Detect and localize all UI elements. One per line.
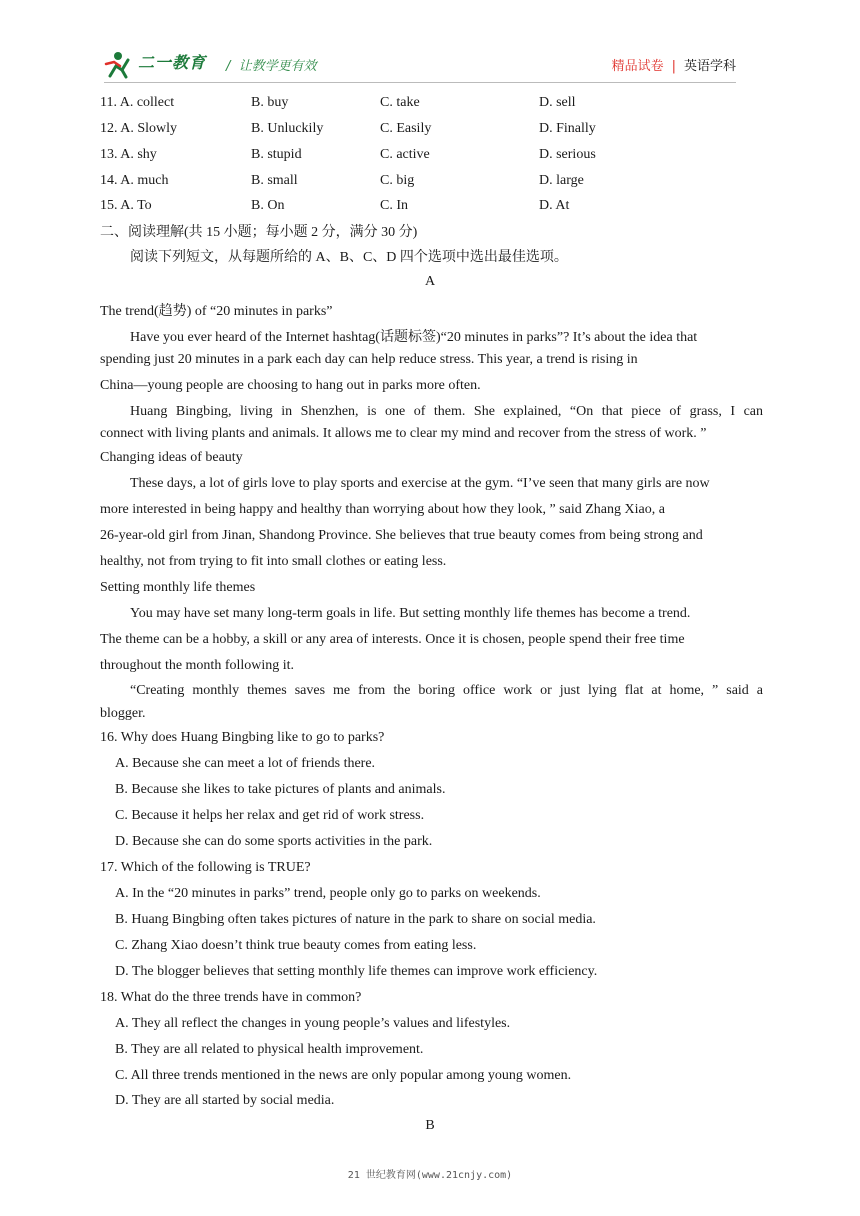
header-right: 精品试卷 | 英语学科 [611, 59, 736, 74]
passage-label: B [425, 1118, 435, 1133]
answer-option: C. All three trends mentioned in the news are only popular among young women. [115, 1068, 572, 1083]
paragraph-line: throughout the month following it. [100, 658, 295, 673]
header-divider [104, 82, 736, 83]
paragraph-line: connect with living plants and animals. It allows me to clear my mind and recover from the stress of work. ” [100, 426, 707, 441]
answer-option: B. Because she likes to take pictures of plants and animals. [115, 782, 446, 797]
answer-option: D. They are all started by social media. [115, 1093, 335, 1108]
paragraph-line: healthy, not from trying to fit into small clothes or eating less. [100, 554, 447, 569]
paragraph-line: Have you ever heard of the Internet hashtag(话题标签)“20 minutes in parks”? It’s about the idea that [130, 330, 698, 345]
header-subject: 英语学科 [683, 59, 736, 74]
option-a: 11. A. collect [100, 95, 175, 110]
page-header [104, 48, 736, 82]
answer-option: B. Huang Bingbing often takes pictures of nature in the park to share on social media. [115, 912, 596, 927]
paragraph-line: spending just 20 minutes in a park each day can help reduce stress. This year, a trend is rising in [100, 352, 638, 367]
paragraph-line: blogger. [100, 706, 146, 721]
logo-text: 二一教育 [138, 53, 207, 72]
option-a: 14. A. much [100, 173, 169, 188]
option-c: C. In [380, 198, 408, 213]
option-c: C. big [380, 173, 415, 188]
option-b: B. stupid [251, 147, 302, 162]
answer-option: D. The blogger believes that setting monthly life themes can improve work efficiency. [115, 964, 598, 979]
paragraph-line: Huang Bingbing, living in Shenzhen, is one of them. She explained, “On that piece of grass, I can [130, 404, 763, 419]
header-badge: 精品试卷 [611, 59, 664, 74]
option-b: B. buy [251, 95, 289, 110]
paragraph-line: “Creating monthly themes saves me from the boring office work or just lying flat at home, ” said a [130, 683, 763, 698]
paragraph-line: You may have set many long-term goals in life. But setting monthly life themes has become a trend. [130, 606, 691, 621]
option-c: C. active [380, 147, 430, 162]
question-stem: 18. What do the three trends have in common? [100, 990, 362, 1005]
paragraph-line: more interested in being happy and healthy than worrying about how they look, ” said Zhang Xiao, a [100, 502, 665, 517]
answer-option: C. Because it helps her relax and get rid of work stress. [115, 808, 425, 823]
option-a: 15. A. To [100, 198, 152, 213]
question-stem: 16. Why does Huang Bingbing like to go to parks? [100, 730, 385, 745]
option-c: C. take [380, 95, 420, 110]
option-d: D. serious [539, 147, 596, 162]
subheading: Changing ideas of beauty [100, 450, 243, 465]
option-d: D. sell [539, 95, 576, 110]
option-d: D. Finally [539, 121, 596, 136]
option-b: B. On [251, 198, 285, 213]
subheading: Setting monthly life themes [100, 580, 256, 595]
option-d: D. large [539, 173, 584, 188]
section-instruction: 阅读下列短文，从每题所给的 A、B、C、D 四个选项中选出最佳选项。 [130, 250, 568, 265]
option-d: D. At [539, 198, 570, 213]
question-stem: 17. Which of the following is TRUE? [100, 860, 311, 875]
section-title: 二、阅读理解(共 15 小题；每小题 2 分，满分 30 分) [100, 225, 418, 240]
option-c: C. Easily [380, 121, 432, 136]
paragraph-line: 26-year-old girl from Jinan, Shandong Province. She believes that true beauty comes from being strong and [100, 528, 703, 543]
passage-label: A [424, 274, 436, 289]
option-a: 12. A. Slowly [100, 121, 178, 136]
paragraph-line: The theme can be a hobby, a skill or any area of interests. Once it is chosen, people spend their free time [100, 632, 685, 647]
passage-title: The trend(趋势) of “20 minutes in parks” [100, 304, 333, 319]
option-b: B. small [251, 173, 298, 188]
answer-option: C. Zhang Xiao doesn’t think true beauty comes from eating less. [115, 938, 477, 953]
paragraph-line: China—young people are choosing to hang out in parks more often. [100, 378, 481, 393]
answer-option: B. They are all related to physical health improvement. [115, 1042, 424, 1057]
answer-option: A. Because she can meet a lot of friends there. [115, 756, 376, 771]
option-a: 13. A. shy [100, 147, 157, 162]
paragraph-line: These days, a lot of girls love to play sports and exercise at the gym. “I’ve seen that many girls are now [130, 476, 710, 491]
page-footer: 21 世纪教育网(www.21cnjy.com) [347, 1170, 513, 1181]
answer-option: D. Because she can do some sports activities in the park. [115, 834, 433, 849]
answer-option: A. They all reflect the changes in young people’s values and lifestyles. [115, 1016, 511, 1031]
answer-option: A. In the “20 minutes in parks” trend, people only go to parks on weekends. [115, 886, 541, 901]
header-slogan: / 让教学更有效 [226, 59, 317, 74]
option-b: B. Unluckily [251, 121, 324, 136]
